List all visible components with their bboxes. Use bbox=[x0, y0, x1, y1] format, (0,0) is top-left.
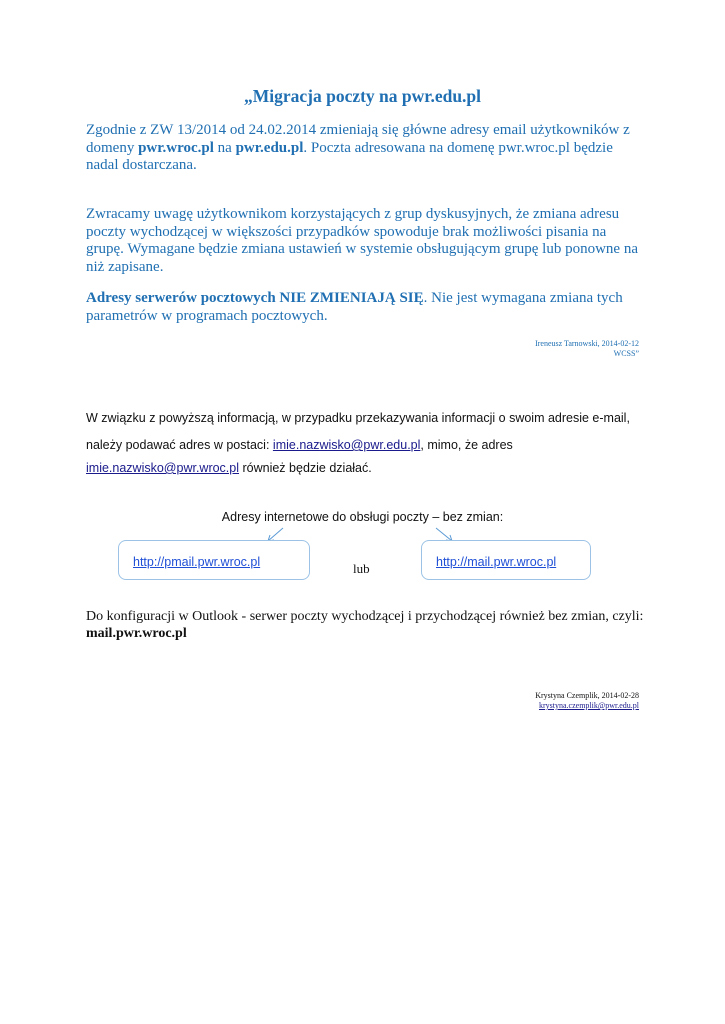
pmail-server-link[interactable]: http://pmail.pwr.wroc.pl bbox=[133, 555, 261, 569]
info-line-3 bbox=[86, 460, 372, 476]
p3-bold: Adresy serwerów pocztowych NIE ZMIENIAJĄ SIĘ bbox=[86, 290, 424, 306]
p1-text-2: na bbox=[213, 139, 236, 156]
email-format-wroc-link[interactable]: imie.nazwisko@pwr.wroc.pl bbox=[86, 461, 240, 475]
servers-label: Adresy internetowe do obsługi poczty – bez zmian: bbox=[221, 510, 504, 524]
p3-rest: . Nie jest wymagana zmiana tych parametrów w programach pocztowych. bbox=[86, 290, 623, 324]
info-line-2-text: należy podawać adres w postaci: bbox=[86, 438, 273, 452]
mail-server-box bbox=[421, 540, 591, 580]
info-line-1: W związku z powyższą informacją, w przypadku przekazywania informacji o swoim adresie e-mail, bbox=[86, 411, 630, 425]
paragraph-domain-change bbox=[86, 122, 646, 175]
outlook-config bbox=[86, 608, 646, 642]
or-label: lub bbox=[353, 561, 370, 576]
info-line-2-tail: , mimo, że adres bbox=[420, 438, 513, 452]
signature-wcss-name-date: Ireneusz Tarnowski, 2014-02-12 bbox=[535, 339, 639, 348]
paragraph-groups-warning: Zwracamy uwagę użytkownikom korzystających z grup dyskusyjnych, że zmiana adresu poczty wychodzącej w większości przypadków spowoduje brak możliwości pisania na grupę. Wymagane będzie zmiana ustawień w systemie obsługującym grupę lub ponowne na niż zapisane. bbox=[86, 206, 638, 275]
mail-server-link[interactable]: http://mail.pwr.wroc.pl bbox=[436, 555, 557, 569]
info-line-3-tail: również będzie działać. bbox=[239, 461, 372, 475]
page-title: „Migracja poczty na pwr.edu.pl bbox=[243, 86, 482, 106]
signature-author-name-date: Krystyna Czemplik, 2014-02-28 bbox=[535, 691, 639, 700]
p1-text-3: . Poczta adresowana na domenę pwr.wroc.pl będzie nadal dostarczana. bbox=[86, 139, 613, 173]
outlook-server-name: mail.pwr.wroc.pl bbox=[86, 626, 187, 641]
p1-old-domain: pwr.wroc.pl bbox=[138, 139, 214, 156]
pmail-server-box bbox=[118, 540, 310, 580]
paragraph-servers-unchanged bbox=[86, 290, 646, 325]
signature-author bbox=[535, 691, 639, 711]
p1-new-domain: pwr.edu.pl bbox=[235, 139, 304, 156]
signature-wcss bbox=[535, 339, 639, 359]
signature-wcss-org: WCSS” bbox=[613, 349, 639, 358]
info-line-2 bbox=[86, 437, 513, 453]
email-format-edu-link[interactable]: imie.nazwisko@pwr.edu.pl bbox=[272, 438, 421, 452]
outlook-config-text: Do konfiguracji w Outlook - serwer poczty wychodzącej i przychodzącej również bez zmian, czyli: bbox=[86, 609, 644, 624]
signature-author-email-link[interactable]: krystyna.czemplik@pwr.edu.pl bbox=[538, 701, 639, 710]
p1-text-1: Zgodnie z ZW 13/2014 od 24.02.2014 zmieniają się główne adresy email użytkowników z domeny bbox=[86, 122, 630, 156]
